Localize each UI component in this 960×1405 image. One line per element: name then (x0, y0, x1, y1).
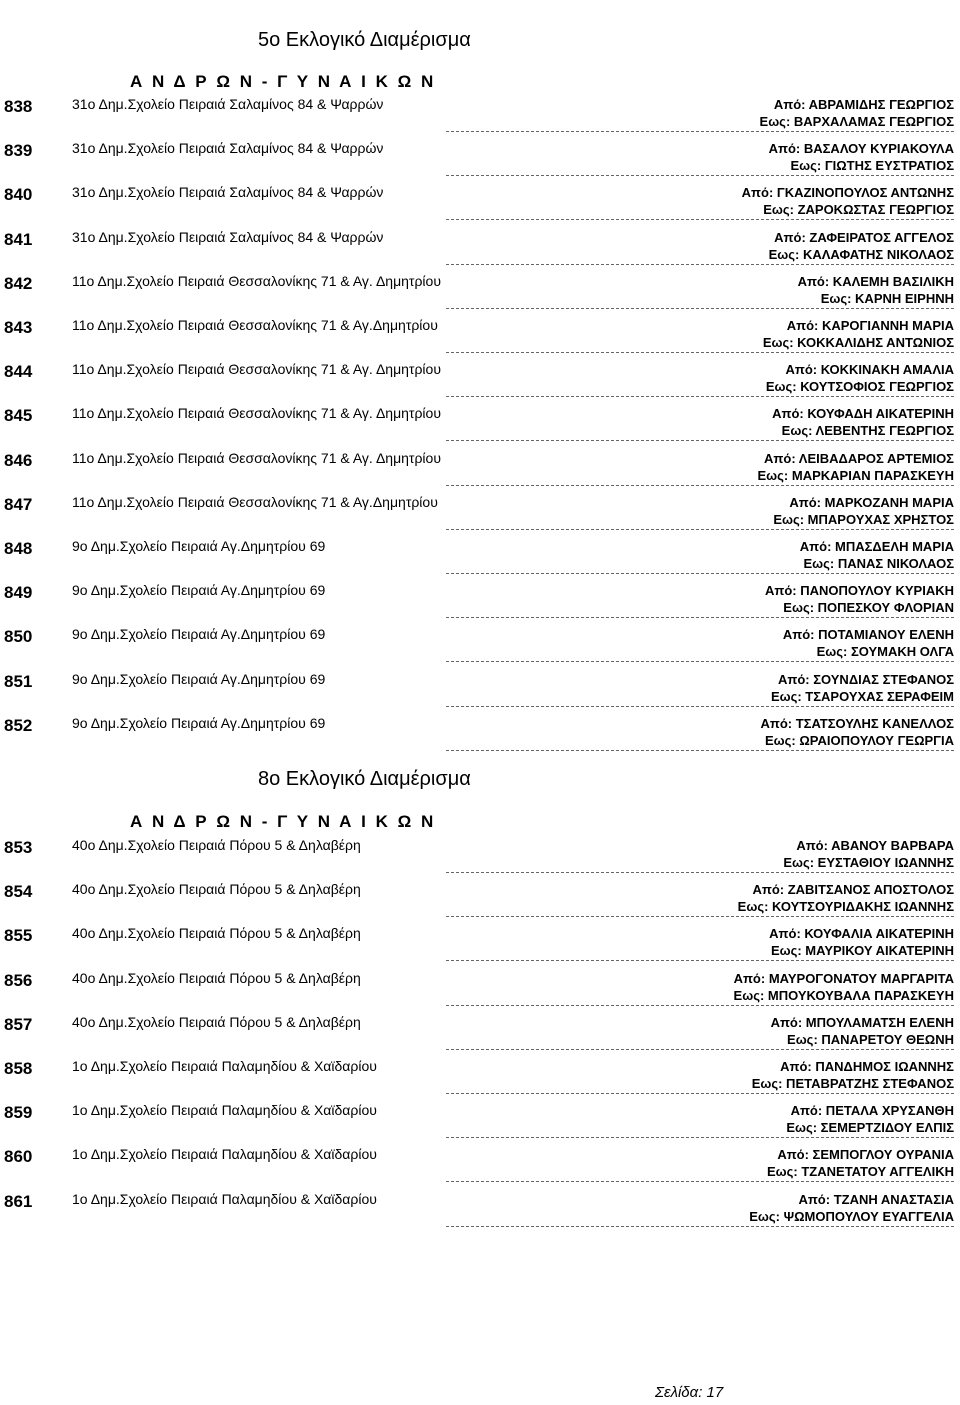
school-address: 11ο Δημ.Σχολείο Πειραιά Θεσσαλονίκης 71 & Αγ. Δημητρίου (72, 405, 441, 421)
list-item (0, 923, 960, 967)
dashed-divider (446, 485, 954, 486)
list-item (0, 1189, 960, 1233)
range-from: Από: ΚΟΥΦΑΔΗ ΑΙΚΑΤΕΡΙΝΗ (772, 406, 954, 421)
range-to: Εως: ΩΡΑΙΟΠΟΥΛΟΥ ΓΕΩΡΓΙΑ (765, 733, 954, 748)
school-address: 40ο Δημ.Σχολείο Πειραιά Πόρου 5 & Δηλαβέρη (72, 837, 361, 853)
page-number: Σελίδα: 17 (655, 1384, 724, 1401)
station-number: 855 (4, 926, 33, 945)
dashed-divider (446, 706, 954, 707)
school-address: 1ο Δημ.Σχολείο Πειραιά Παλαμηδίου & Χαϊδαρίου (72, 1102, 377, 1118)
range-to: Εως: ΒΑΡΧΑΛΑΜΑΣ ΓΕΩΡΓΙΟΣ (759, 114, 954, 129)
station-number: 860 (4, 1147, 33, 1166)
school-address: 9ο Δημ.Σχολείο Πειραιά Αγ.Δημητρίου 69 (72, 538, 326, 554)
dashed-divider (446, 1181, 954, 1182)
range-from: Από: ΠΕΤΑΛΑ ΧΡΥΣΑΝΘΗ (790, 1103, 954, 1118)
dashed-divider (446, 352, 954, 353)
range-from: Από: ΜΑΥΡΟΓΟΝΑΤΟΥ ΜΑΡΓΑΡΙΤΑ (733, 971, 954, 986)
dashed-divider (446, 1005, 954, 1006)
dashed-divider (446, 960, 954, 961)
list-item (0, 492, 960, 536)
range-to: Εως: ΣΟΥΜΑΚΗ ΟΛΓΑ (816, 644, 954, 659)
list-item (0, 1056, 960, 1100)
range-from: Από: ΣΟΥΝΔΙΑΣ ΣΤΕΦΑΝΟΣ (777, 672, 954, 687)
range-from: Από: ΛΕΙΒΑΔΑΡΟΣ ΑΡΤΕΜΙΟΣ (764, 451, 954, 466)
range-to: Εως: ΚΟΥΤΣΟΥΡΙΔΑΚΗΣ ΙΩΑΝΝΗΣ (737, 899, 954, 914)
station-number: 861 (4, 1192, 33, 1211)
dashed-divider (446, 750, 954, 751)
range-from: Από: ΑΒΡΑΜΙΔΗΣ ΓΕΩΡΓΙΟΣ (773, 97, 954, 112)
school-address: 1ο Δημ.Σχολείο Πειραιά Παλαμηδίου & Χαϊδαρίου (72, 1146, 377, 1162)
range-from: Από: ΚΟΥΦΑΛΙΑ ΑΙΚΑΤΕΡΙΝΗ (769, 926, 954, 941)
range-to: Εως: ΠΕΤΑΒΡΑΤΖΗΣ ΣΤΕΦΑΝΟΣ (751, 1076, 954, 1091)
range-from: Από: ΠΟΤΑΜΙΑΝΟΥ ΕΛΕΝΗ (782, 627, 954, 642)
range-to: Εως: ΤΖΑΝΕΤΑΤΟΥ ΑΓΓΕΛΙΚΗ (767, 1164, 954, 1179)
range-from: Από: ΤΖΑΝΗ ΑΝΑΣΤΑΣΙΑ (798, 1192, 954, 1207)
station-number: 854 (4, 882, 33, 901)
section-title: 5ο Εκλογικό Διαμέρισμα (258, 29, 471, 51)
list-item (0, 580, 960, 624)
dashed-divider (446, 661, 954, 662)
list-item (0, 1144, 960, 1188)
station-number: 845 (4, 406, 33, 425)
station-number: 849 (4, 583, 33, 602)
station-number: 839 (4, 141, 33, 160)
station-number: 853 (4, 838, 33, 857)
school-address: 11ο Δημ.Σχολείο Πειραιά Θεσσαλονίκης 71 & Αγ.Δημητρίου (72, 317, 438, 333)
range-from: Από: ΖΑΒΙΤΣΑΝΟΣ ΑΠΟΣΤΟΛΟΣ (752, 882, 954, 897)
dashed-divider (446, 308, 954, 309)
school-address: 11ο Δημ.Σχολείο Πειραιά Θεσσαλονίκης 71 & Αγ. Δημητρίου (72, 361, 441, 377)
range-from: Από: ΓΚΑΖΙΝΟΠΟΥΛΟΣ ΑΝΤΩΝΗΣ (741, 185, 954, 200)
station-number: 850 (4, 627, 33, 646)
station-number: 846 (4, 451, 33, 470)
dashed-divider (446, 1093, 954, 1094)
station-number: 841 (4, 230, 33, 249)
list-item (0, 359, 960, 403)
section-subtitle: Α Ν Δ Ρ Ω Ν - Γ Υ Ν Α Ι Κ Ω Ν (130, 812, 436, 831)
station-number: 852 (4, 716, 33, 735)
station-number: 843 (4, 318, 33, 337)
station-number: 859 (4, 1103, 33, 1122)
range-to: Εως: ΛΕΒΕΝΤΗΣ ΓΕΩΡΓΙΟΣ (781, 423, 954, 438)
list-item (0, 835, 960, 879)
school-address: 40ο Δημ.Σχολείο Πειραιά Πόρου 5 & Δηλαβέρη (72, 970, 361, 986)
station-number: 856 (4, 971, 33, 990)
section-subtitle: Α Ν Δ Ρ Ω Ν - Γ Υ Ν Α Ι Κ Ω Ν (130, 72, 436, 91)
school-address: 40ο Δημ.Σχολείο Πειραιά Πόρου 5 & Δηλαβέρη (72, 925, 361, 941)
list-item (0, 879, 960, 923)
school-address: 1ο Δημ.Σχολείο Πειραιά Παλαμηδίου & Χαϊδαρίου (72, 1058, 377, 1074)
range-to: Εως: ΖΑΡΟΚΩΣΤΑΣ ΓΕΩΡΓΙΟΣ (763, 202, 954, 217)
school-address: 9ο Δημ.Σχολείο Πειραιά Αγ.Δημητρίου 69 (72, 715, 326, 731)
range-from: Από: ΚΟΚΚΙΝΑΚΗ ΑΜΑΛΙΑ (785, 362, 954, 377)
range-to: Εως: ΜΠΟΥΚΟΥΒΑΛΑ ΠΑΡΑΣΚΕΥΗ (733, 988, 954, 1003)
range-to: Εως: ΠΟΠΕΣΚΟΥ ΦΛΟΡΙΑΝ (783, 600, 954, 615)
school-address: 11ο Δημ.Σχολείο Πειραιά Θεσσαλονίκης 71 & Αγ. Δημητρίου (72, 450, 441, 466)
school-address: 11ο Δημ.Σχολείο Πειραιά Θεσσαλονίκης 71 & Αγ. Δημητρίου (72, 273, 441, 289)
station-number: 851 (4, 672, 33, 691)
station-number: 842 (4, 274, 33, 293)
dashed-divider (446, 872, 954, 873)
school-address: 31ο Δημ.Σχολείο Πειραιά Σαλαμίνος 84 & Ψαρρών (72, 184, 384, 200)
range-to: Εως: ΤΣΑΡΟΥΧΑΣ ΣΕΡΑΦΕΙΜ (770, 689, 954, 704)
school-address: 9ο Δημ.Σχολείο Πειραιά Αγ.Δημητρίου 69 (72, 582, 326, 598)
dashed-divider (446, 617, 954, 618)
dashed-divider (446, 175, 954, 176)
dashed-divider (446, 131, 954, 132)
list-item (0, 624, 960, 668)
list-item (0, 182, 960, 226)
station-number: 847 (4, 495, 33, 514)
range-to: Εως: ΣΕΜΕΡΤΖΙΔΟΥ ΕΛΠΙΣ (786, 1120, 954, 1135)
station-number: 848 (4, 539, 33, 558)
dashed-divider (446, 396, 954, 397)
dashed-divider (446, 219, 954, 220)
range-from: Από: ΠΑΝΟΠΟΥΛΟΥ ΚΥΡΙΑΚΗ (765, 583, 954, 598)
station-number: 844 (4, 362, 33, 381)
list-item (0, 271, 960, 315)
dashed-divider (446, 264, 954, 265)
list-item (0, 1100, 960, 1144)
range-to: Εως: ΜΑΡΚΑΡΙΑΝ ΠΑΡΑΣΚΕΥΗ (757, 468, 954, 483)
range-to: Εως: ΠΑΝΑΣ ΝΙΚΟΛΑΟΣ (803, 556, 954, 571)
list-item (0, 403, 960, 447)
list-item (0, 713, 960, 757)
dashed-divider (446, 916, 954, 917)
school-address: 40ο Δημ.Σχολείο Πειραιά Πόρου 5 & Δηλαβέρη (72, 881, 361, 897)
dashed-divider (446, 529, 954, 530)
school-address: 31ο Δημ.Σχολείο Πειραιά Σαλαμίνος 84 & Ψαρρών (72, 229, 384, 245)
school-address: 9ο Δημ.Σχολείο Πειραιά Αγ.Δημητρίου 69 (72, 626, 326, 642)
school-address: 40ο Δημ.Σχολείο Πειραιά Πόρου 5 & Δηλαβέρη (72, 1014, 361, 1030)
list-item (0, 968, 960, 1012)
range-from: Από: ΜΠΟΥΛΑΜΑΤΣΗ ΕΛΕΝΗ (770, 1015, 954, 1030)
station-number: 840 (4, 185, 33, 204)
range-from: Από: ΒΑΣΑΛΟΥ ΚΥΡΙΑΚΟΥΛΑ (768, 141, 954, 156)
dashed-divider (446, 1137, 954, 1138)
list-item (0, 315, 960, 359)
range-to: Εως: ΕΥΣΤΑΘΙΟΥ ΙΩΑΝΝΗΣ (783, 855, 954, 870)
range-from: Από: ΤΣΑΤΣΟΥΛΗΣ ΚΑΝΕΛΛΟΣ (760, 716, 954, 731)
list-item (0, 448, 960, 492)
dashed-divider (446, 573, 954, 574)
range-from: Από: ΚΑΛΕΜΗ ΒΑΣΙΛΙΚΗ (797, 274, 954, 289)
school-address: 31ο Δημ.Σχολείο Πειραιά Σαλαμίνος 84 & Ψαρρών (72, 140, 384, 156)
range-from: Από: ΠΑΝΔΗΜΟΣ ΙΩΑΝΝΗΣ (780, 1059, 954, 1074)
range-to: Εως: ΜΠΑΡΟΥΧΑΣ ΧΡΗΣΤΟΣ (773, 512, 954, 527)
dashed-divider (446, 440, 954, 441)
range-to: Εως: ΚΟΥΤΣΟΦΙΟΣ ΓΕΩΡΓΙΟΣ (765, 379, 954, 394)
list-item (0, 94, 960, 138)
school-address: 1ο Δημ.Σχολείο Πειραιά Παλαμηδίου & Χαϊδαρίου (72, 1191, 377, 1207)
range-from: Από: ΖΑΦΕΙΡΑΤΟΣ ΑΓΓΕΛΟΣ (774, 230, 954, 245)
list-item (0, 1012, 960, 1056)
station-number: 858 (4, 1059, 33, 1078)
range-to: Εως: ΚΑΛΑΦΑΤΗΣ ΝΙΚΟΛΑΟΣ (768, 247, 954, 262)
range-to: Εως: ΜΑΥΡΙΚΟΥ ΑΙΚΑΤΕΡΙΝΗ (770, 943, 954, 958)
list-item (0, 138, 960, 182)
station-number: 838 (4, 97, 33, 116)
dashed-divider (446, 1226, 954, 1227)
list-item (0, 227, 960, 271)
list-item (0, 669, 960, 713)
school-address: 11ο Δημ.Σχολείο Πειραιά Θεσσαλονίκης 71 & Αγ.Δημητρίου (72, 494, 438, 510)
station-number: 857 (4, 1015, 33, 1034)
list-item (0, 536, 960, 580)
range-to: Εως: ΓΙΩΤΗΣ ΕΥΣΤΡΑΤΙΟΣ (790, 158, 954, 173)
range-from: Από: ΜΠΑΣΔΕΛΗ ΜΑΡΙΑ (799, 539, 954, 554)
dashed-divider (446, 1049, 954, 1050)
range-from: Από: ΚΑΡΟΓΙΑΝΝΗ ΜΑΡΙΑ (786, 318, 954, 333)
range-to: Εως: ΠΑΝΑΡΕΤΟΥ ΘΕΩΝΗ (787, 1032, 954, 1047)
school-address: 9ο Δημ.Σχολείο Πειραιά Αγ.Δημητρίου 69 (72, 671, 326, 687)
range-from: Από: ΑΒΑΝΟΥ ΒΑΡΒΑΡΑ (796, 838, 954, 853)
section-title: 8ο Εκλογικό Διαμέρισμα (258, 768, 471, 790)
school-address: 31ο Δημ.Σχολείο Πειραιά Σαλαμίνος 84 & Ψαρρών (72, 96, 384, 112)
range-to: Εως: ΨΩΜΟΠΟΥΛΟΥ ΕΥΑΓΓΕΛΙΑ (749, 1209, 954, 1224)
range-from: Από: ΜΑΡΚΟΖΑΝΗ ΜΑΡΙΑ (789, 495, 954, 510)
range-from: Από: ΣΕΜΠΟΓΛΟΥ ΟΥΡΑΝΙΑ (777, 1147, 954, 1162)
range-to: Εως: ΚΟΚΚΑΛΙΔΗΣ ΑΝΤΩΝΙΟΣ (762, 335, 954, 350)
range-to: Εως: ΚΑΡΝΗ ΕΙΡΗΝΗ (820, 291, 954, 306)
